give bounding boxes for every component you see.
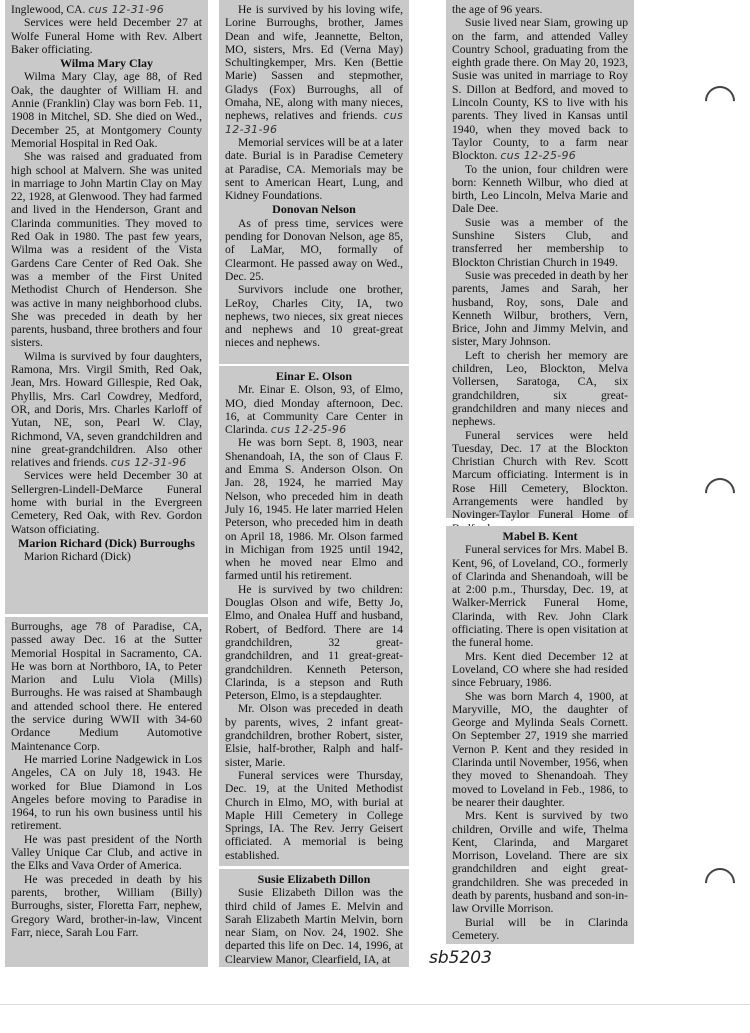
obituary-heading: Marion Richard (Dick) Burroughs [18,535,195,550]
obituary-clipping-susie-dillon-cont [446,0,634,522]
clipping-text: Susie Elizabeth Dillon was the third child of James E. Melvin and Sarah Elizabeth Martin Melvin, born near Siam, on Nov. 24, 1902. She departed this life on Dec. 14, 1996, at Clearview Manor, Clearfield, IA, at [225,886,403,966]
clipping-text: Funeral services for Mrs. Mabel B. Kent, 96, of Loveland, CO., formerly of Clarinda and Shenandoah, will be at 2:00 p.m., Thursday, Dec. 19, at Walker-Merrick Funeral Home, Clarinda, with Rev. John Clark officiating. There is open visitation at the funeral home. [452,543,628,650]
clipping-text: Susie was a member of the Sunshine Sisters Club, and transferred her membership to Blockton Christian Church in 1949. [452,215,628,269]
handwritten-date-note: cus 12-25-96 [270,423,347,437]
clipping-text: Wilma Mary Clay, age 88, of Red Oak, the daughter of William H. and Annie (Franklin) Clay was born Feb. 11, 1908 in Mitchel, SD. She died on Wed., December 25, at Montgomery County Memorial Hospital in Red Oak. [11,70,202,150]
obituary-clipping-burroughs-nelson [219,0,409,364]
clipping-text: Susie was preceded in death by her parents, James and Sarah, her husband, Roy, sons, Dale and Kenneth Wilbur, brothers, Vern, Brice, John and Jimmy Melvin, and sister, Mary Johnson. [452,268,628,349]
obituary-clipping-wilma-clay [5,0,208,614]
obituary-clipping-mabel-kent [446,526,634,944]
clipping-text: She was raised and graduated from high school at Malvern. She was united in marriage to John Martin Clay on May 22, 1928, at Glenwood. They had farmed and lived in the Henderson, Grant and Clarinda communities. They moved to Red Oak in 1980. The past few years, Wilma was a resident of the Vista Gardens Care Center of Red Oak. She was a member of the First United Methodist Church of Henderson. She was active in many neighborhood clubs. She was preceded in death by her parents, husband, three brothers and four sisters. [11,150,202,350]
clipping-text: Inglewood, CA. [11,3,86,16]
binder-ring-icon [699,472,741,514]
obituary-heading: Susie Elizabeth Dillon [257,872,371,886]
clipping-text: She was born March 4, 1900, at Maryville, MO, the daughter of George and Mylinda Seals Cornett. On September 27, 1919 she married Vernon P. Kent and they resided in Clarinda until November, 1956, when they moved to Shenandoah. They moved to Loveland in Feb., 1986, to be nearer their daughter. [452,689,628,809]
page-edge-divider [0,1004,750,1005]
handwritten-date-note: cus 12-31-96 [88,3,165,16]
clipping-text: He was preceded in death by his parents, brother, William (Billy) Burroughs, sister, Floretta Farr, nephew, Gregory Ward, brother-in-law, Vincent Farr, niece, Sarah Lou Farr. [11,872,202,939]
handwritten-date-note: cus 12-31-96 [225,109,404,136]
clipping-text: the age of 96 years. [452,3,543,16]
clipping-text: Left to cherish her memory are children, Leo, Blockton, Melva Vollersen, Saratoga, CA, six grandchildren, six great-grandchildren and many nieces and nephews. [452,348,628,429]
obituary-clipping-einar-olson [219,366,409,866]
obituary-heading: Wilma Mary Clay [59,56,154,71]
clipping-text: Funeral services were held Tuesday, Dec. 17 at the Blockton Christian Church with Rev. Scott Marcum officiating. Interment is in Rose Hill Cemetery, Blockton. Arrangements were handled by Novinger-Taylor Funeral Home of [452,428,628,522]
clipping-text: Survivors include one brother, LeRoy, Charles City, IA, two nephews, two nieces, six great nieces and nephews and 10 great-great nieces and nephews. [225,283,403,350]
clipping-text: As of press time, services were pending for Donovan Nelson, age 85, of LaMar, MO, formally of Clearmont. He passed away on Wed., Dec. 25. [225,216,403,283]
obituary-clipping-burroughs [5,617,208,967]
clipping-text: Memorial services will be at a later date. Burial is in Paradise Cemetery at Paradise, CA. Memorials may be sent to American Heart, Lung, and Kidney Foundations. [225,135,403,203]
binder-ring-icon [699,862,741,904]
clipping-text: To the union, four children were born: Kenneth Wilbur, who died at birth, Leo Lincoln, Melva Marie and Dale Dee. [452,162,628,216]
handwritten-date-note: cus 12-25-96 [500,149,577,163]
clipping-text: Mrs. Kent is survived by two children, Orville and wife, Thelma Kent, Clarinda, and Margaret Morrison, Loveland. There are six grandchildren and eight great-grandchildren. She was preceded in death by parents, husband and son-in-law Orville Morrison. [452,809,628,916]
clipping-text: Burial will be in Clarinda Cemetery. [452,915,628,942]
clipping-text: He married Lorine Nadgewick in Los Angeles, CA on July 18, 1943. He worked for Blue Diamond in Los Angeles before moving to Paradise in 1964, to run his own business until his retirement. [11,752,202,833]
clipping-text: Mr. Olson was preceded in death by parents, wives, 2 infant great-grandchildren, brother Robert, sister, Elsie, half-brother, Ralph and half-sister, Marie. [225,702,403,769]
clipping-text: Burroughs, age 78 of Paradise, CA, passed away Dec. 16 at the Sutter Memorial Hospital in Sacramento, CA. He was born at Northboro, IA, to Peter Marion and Lulu Viola (Mills) Burroughs. He was raised at Shambaugh and attended school there. He entered the service during WWII with 34-60 Ordance Medium Automotive Maintenance Corp. [11,620,202,753]
clipping-text: Services were held December 30 at Sellergren-Lindell-DeMarce Funeral home with burial in the Evergreen Cemetery, Red Oak, with Rev. Gordon Watson officiating. [11,469,202,536]
clipping-text: Marion Richard (Dick) [24,550,131,564]
clipping-text: Susie lived near Siam, growing up on the farm, and attended Valley Country School, graduating from the eighth grade there. On May 20, 1923, Susie was united in marriage to Roy S. Dillon at Bedford, and moved to Lincoln County, KS to live with his parents. They lived in Kansas until 1940, when they moved back to Taylor County, to a farm near Blockton. [452,16,628,163]
obituary-clipping-susie-dillon [219,869,409,967]
obituary-heading: Einar E. Olson [275,369,353,383]
clipping-text: Mrs. Kent died December 12 at Loveland, CO where she had resided since February, 1986. [452,649,628,690]
clipping-text: He is survived by two children: Douglas Olson and wife, Betty Jo, Elmo, and Onalea Huff and husband, Robert, of Bedford. There are 14 grandchildren, 32 great-grandchildren, and 11 great-great-grandchildren. Kenneth Peterson, Clarinda, is a stepson and Ruth Peterson, Elmo, is a stepdaughter. [225,582,403,703]
clipping-text: Mr. Einar E. Olson, 93, of Elmo, MO, died Monday afternoon, Dec. 16, at Community Care Center in Clarinda. [225,383,403,437]
obituary-heading: Mabel B. Kent [502,529,578,543]
clipping-text: He was born Sept. 8, 1903, near Shenandoah, IA, the son of Claus F. and Emma S. Anderson Olson. On Jan. 28, 1924, he married May Nelson, who preceded him in death July 16, 1945. He later married Helen Peterson, who preceded him in death on April 18, 1986. Mr. Olson farmed in Michigan from 1925 until 1942, when he moved near Elmo and farmed until his retirement. [225,436,403,583]
handwritten-date-note: cus 12-31-96 [110,456,187,470]
binder-ring-icon [699,80,741,122]
clipping-text: Funeral services were Thursday, Dec. 19, at the United Methodist Church in Elmo, MO, with burial at Maple Hill Cemetery in College Springs, IA. The Rev. Jerry Geisert officiated. A memorial is being established. [225,768,403,862]
clipping-text: He is survived by his loving wife, Lorine Burroughs, brother, James Dean and wife, Jeannette, Belton, MO, sisters, Mrs. Ed (Verna May) Schultingkemper, Mrs. Ken (Bettie Marie) Sassen and stepmother, Gladys (Fox) Burroughs, all of Omaha, NE, along with many nieces, nephews, relatives and friends. [225,3,403,123]
clipping-text: Services were held December 27 at Wolfe Funeral Home with Rev. Albert Baker officiating. [11,16,202,56]
scrapbook-identifier: sb5203 [429,948,492,968]
clipping-text: He was past president of the North Valley Unique Car Club, and active in the Elks and Vava Order of America. [11,832,202,873]
obituary-heading: Donovan Nelson [272,202,356,217]
clipping-text: Wilma is survived by four daughters, Ramona, Mrs. Virgil Smith, Red Oak, Jean, Mrs. Howard Gillespie, Red Oak, Phyllis, Mrs. Carl Cowdrey, Medford, OR, and Doris, Mrs. Charles Karloff of Yutan, NE, son, Pearl W. Clay, Richmond, VA, seven grandchildren and nine great-grandchildren. Also other relatives and friends. [11,349,202,470]
